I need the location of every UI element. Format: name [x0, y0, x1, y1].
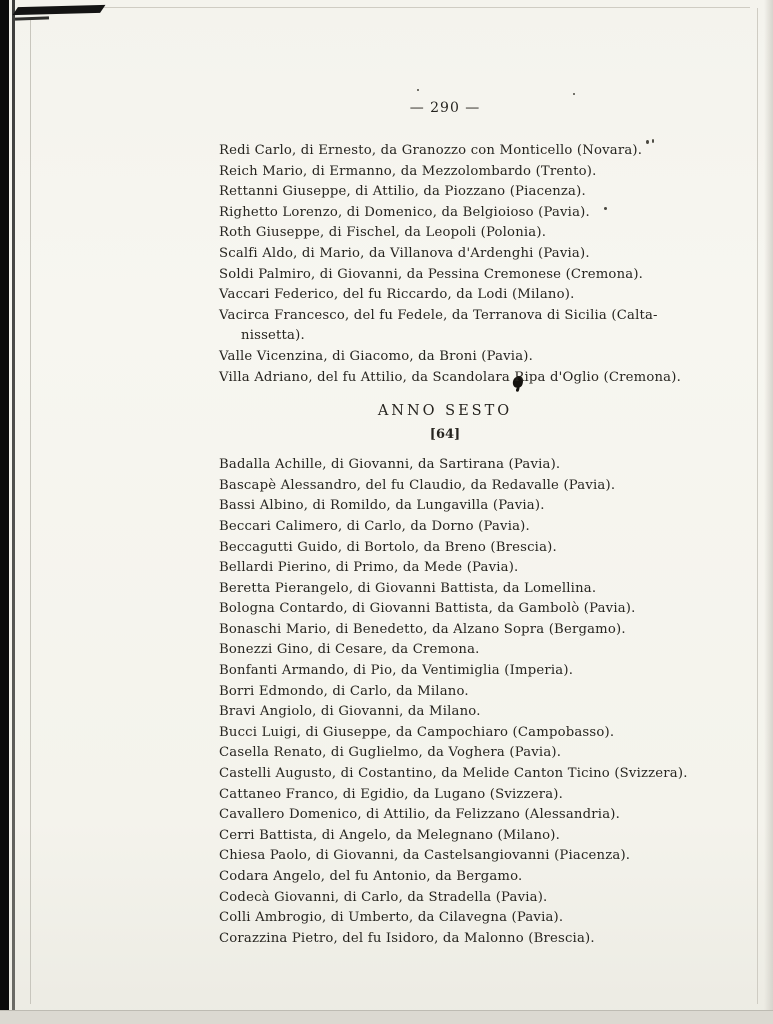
entries-bottom	[219, 455, 688, 949]
entry-line: Bucci Luigi, di Giuseppe, da Campochiaro (Campobasso).	[219, 724, 615, 740]
entry-line: Cattaneo Franco, di Egidio, da Lugano (Svizzera).	[219, 786, 564, 802]
scan-speck	[573, 93, 575, 95]
scan-edge-right	[757, 8, 758, 1004]
entry-line: Bologna Contardo, di Giovanni Battista, da Gambolò (Pavia).	[219, 601, 636, 617]
text-block	[219, 100, 688, 949]
entry-line: Beccari Calimero, di Carlo, da Dorno (Pavia).	[219, 518, 530, 534]
section-count: [64]	[429, 427, 461, 443]
entry-line: Borri Edmondo, di Carlo, da Milano.	[219, 683, 469, 699]
entry-line: Vacirca Francesco, del fu Fedele, da Terranova di Sicilia (Calta-	[219, 307, 658, 323]
entry-line: Reich Mario, di Ermanno, da Mezzolombardo (Trento).	[219, 163, 597, 179]
entry-line: Bassi Albino, di Romildo, da Lungavilla (Pavia).	[219, 498, 545, 514]
entry-line: Beretta Pierangelo, di Giovanni Battista, da Lomellina.	[219, 580, 597, 596]
entry-line: Bravi Angiolo, di Giovanni, da Milano.	[219, 704, 481, 720]
binding-shadow	[0, 0, 9, 1024]
page-number: — 290 —	[409, 100, 481, 116]
entry-line: nissetta).	[241, 328, 305, 344]
entry-line: Scalfi Aldo, di Mario, da Villanova d'Ardenghi (Pavia).	[219, 245, 590, 261]
binding-line	[12, 0, 15, 1024]
entry-line: Vaccari Federico, del fu Riccardo, da Lodi (Milano).	[219, 287, 575, 303]
entry-line: Chiesa Paolo, di Giovanni, da Castelsangiovanni (Piacenza).	[219, 848, 631, 864]
entry-line: Codecà Giovanni, di Carlo, da Stradella (Pavia).	[219, 889, 548, 905]
entry-line: Casella Renato, di Guglielmo, da Voghera (Pavia).	[219, 745, 562, 761]
entry-line: Codara Angelo, del fu Antonio, da Bergamo.	[219, 869, 523, 884]
ink-mark-top-left-2	[15, 16, 49, 20]
scan-speck	[417, 89, 419, 91]
entry-line: Bascapè Alessandro, del fu Claudio, da Redavalle (Pavia).	[219, 477, 616, 493]
entry-line: Rettanni Giuseppe, di Attilio, da Piozzano (Piacenza).	[219, 184, 586, 200]
entry-line: Soldi Palmiro, di Giovanni, da Pessina Cremonese (Cremona).	[219, 266, 644, 282]
entry-line: Beccagutti Guido, di Bortolo, da Breno (Brescia).	[219, 539, 557, 555]
entry-line: Cavallero Domenico, di Attilio, da Felizzano (Alessandria).	[219, 807, 620, 823]
entry-line: Roth Giuseppe, di Fischel, da Leopoli (Polonia).	[219, 225, 547, 241]
entries-top	[219, 141, 681, 388]
entry-line: Bonfanti Armando, di Pio, da Ventimiglia (Imperia).	[219, 663, 574, 679]
entry-line: Bonezzi Gino, di Cesare, da Cremona.	[219, 642, 480, 658]
entry-line: Bonaschi Mario, di Benedetto, da Alzano Sopra (Bergamo).	[219, 621, 626, 637]
entry-line: Villa Adriano, del fu Attilio, da Scandolara Ripa d'Oglio (Cremona).	[219, 369, 681, 385]
ink-mark-top-left	[13, 5, 106, 15]
entry-line: Castelli Augusto, di Costantino, da Melide Canton Ticino (Svizzera).	[219, 766, 688, 782]
entry-line: Righetto Lorenzo, di Domenico, da Belgioioso (Pavia).	[219, 204, 590, 220]
entry-line: Redi Carlo, di Ernesto, da Granozzo con Monticello (Novara).	[219, 143, 643, 158]
entry-line: Colli Ambrogio, di Umberto, da Cilavegna (Pavia).	[219, 910, 564, 926]
scan-edge-bottom	[0, 1010, 773, 1024]
entry-line: Cerri Battista, di Angelo, da Melegnano (Milano).	[219, 827, 561, 843]
entry-line: Bellardi Pierino, di Primo, da Mede (Pavia).	[219, 560, 519, 576]
entry-line: Corazzina Pietro, del fu Isidoro, da Malonno (Brescia).	[219, 930, 595, 946]
entry-line: Badalla Achille, di Giovanni, da Sartirana (Pavia).	[219, 457, 561, 473]
scan-edge-left	[30, 18, 31, 1004]
section-title: ANNO SESTO	[377, 403, 513, 420]
scan-edge-top	[100, 7, 750, 8]
entry-line: Valle Vicenzina, di Giacomo, da Broni (Pavia).	[219, 348, 534, 364]
scan-shade-right	[764, 0, 773, 1024]
